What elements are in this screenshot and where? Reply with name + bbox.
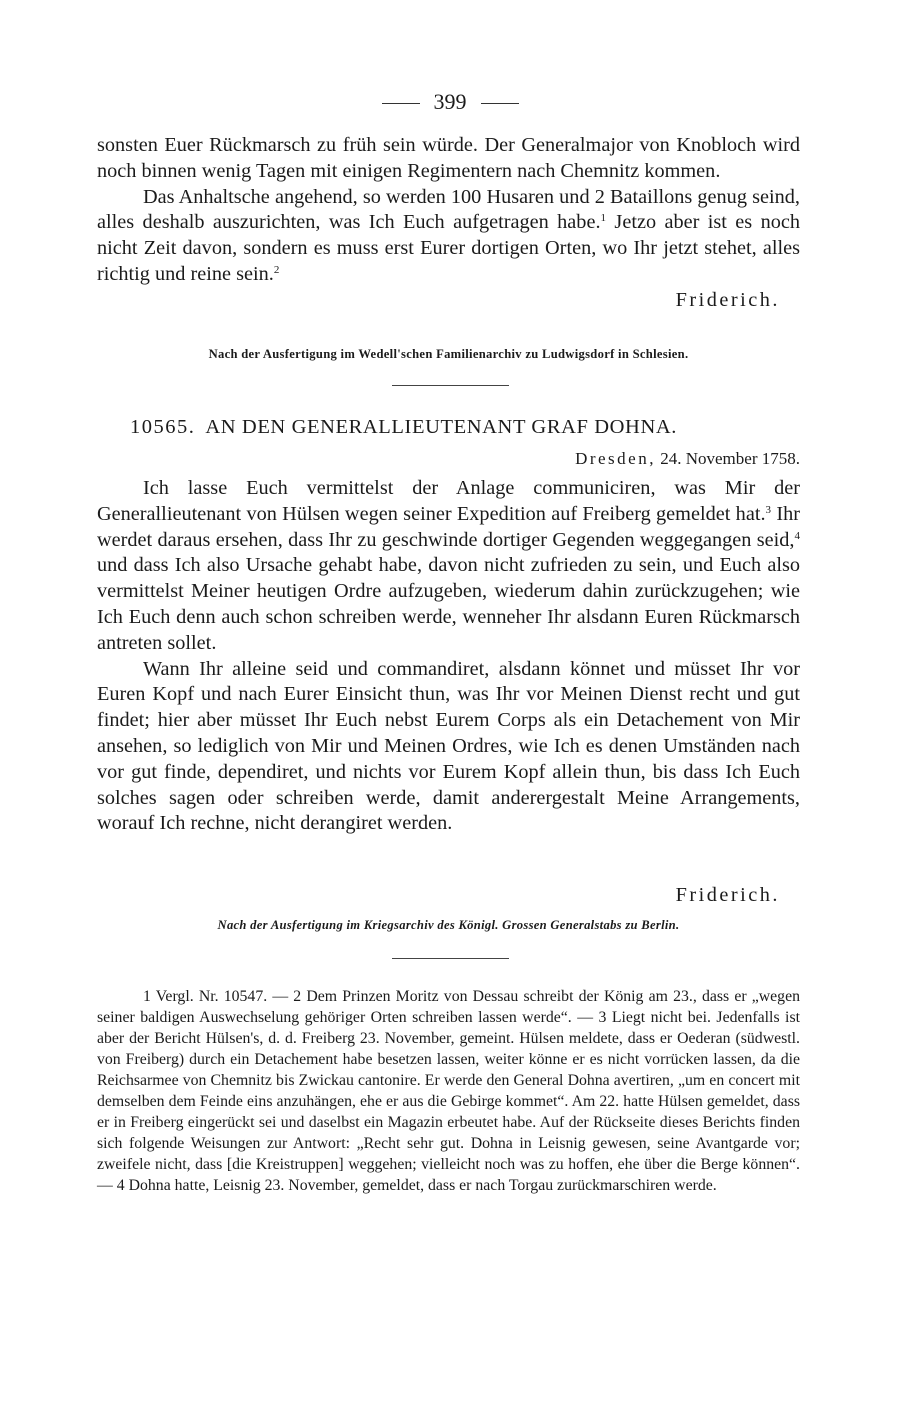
letter-paragraph-2: Wann Ihr alleine seid und commandiret, alsdann könnet und müsset Ihr vor Euren Kopf und nach Eurer Einsicht thun, was Ihr vor Meinen Dienst recht und gut findet; hier aber müsset Ihr Euch nebst Eurem Corps als ein Detachement von Mir ansehen, so lediglich von Mir und Meinen Ordres, wie Ich es denen Umständen nach vor gut finde, dependiret, und nichts vor Eurem Kopf allein thun, bis dass Ich Euch solches sagen oder schreiben werde, damit anderergestalt Meine Arrangements, worauf Ich rechne, nicht derangiret werden. [97, 657, 800, 835]
letter-body [97, 476, 800, 837]
footnote-ref: 1 [600, 212, 607, 225]
letter-paragraph-1 [97, 476, 800, 657]
anhalt-paragraph [97, 185, 800, 288]
footnote-divider [392, 958, 509, 959]
dateline [97, 448, 822, 470]
letter-heading [130, 414, 810, 440]
letter-number: 10565. [130, 416, 196, 438]
date: 24. November 1758. [660, 449, 800, 468]
letter-text-1b: Ihr werdet daraus ersehen, dass Ihr zu geschwinde dortiger Gegenden weggegangen seid, [97, 502, 800, 551]
footnote-ref: 2 [273, 263, 280, 276]
footnotes [97, 986, 800, 1196]
letter-text-1c: und dass Ich also Ursache gehabt habe, davon nicht zufrieden zu sein, und Euch also vermittelst Meiner heutigen Ordre aufzugeben, wiederum dahin zurückzugehen; wie Ich Euch denn auch schon schreiben werde, wenneher Ihr alsdann Euren Rückmarsch antreten sollet. [97, 554, 800, 654]
page-number-dash-right [481, 103, 519, 104]
signature: Friderich. [675, 288, 780, 311]
letter-text-1a: Ich lasse Euch vermittelst der Anlage communiciren, was Mir der Generallieutenant von Hülsen wegen seiner Expedition auf Freiberg gemeldet hat. [97, 477, 800, 525]
date-place: Dresden, [575, 449, 656, 468]
page-number-line [0, 88, 900, 116]
signature-block [97, 883, 800, 909]
source-note-text: Nach der Ausfertigung im Kriegsarchiv des Königl. Grossen Generalstabs zu Berlin. [217, 918, 680, 932]
footnote-ref: 3 [765, 503, 772, 516]
anhalt-text-2: Jetzo aber ist es noch nicht Zeit davon, sondern es muss erst Eurer dortigen Orten, wo Ihr jetzt stehet, alles richtig und reine sein. [97, 211, 800, 285]
letter-continuation [97, 133, 800, 314]
page-number-dash-left [382, 103, 420, 104]
section-divider [392, 385, 509, 386]
footnotes-text: 1 Vergl. Nr. 10547. — 2 Dem Prinzen Moritz von Dessau schreibt der König am 23., dass er „wegen seiner baldigen Auswechselung gehöriger Orten schreiben lassen werde“. — 3 Liegt nicht bei. Jedenfalls ist aber der Bericht Hülsen's, d. d. Freiberg 23. November, gemeint. Hülsen meldete, dass er Oederan (südwestl. von Freiberg) durch ein Detachement habe besetzen lassen, weiter könne er es nicht vorrücken lassen, da die Reichsarmee von Chemnitz bis Zwickau cantonire. Er werde den General Dohna avertiren, „um en concert mit demselben dem Feinde eins anzuhängen, ehe er aus die Gebirge kommet“. Am 22. hatte Hülsen gemeldet, dass er in Freiberg eingerückt sei und daselbst ein Magazin erbeutet habe. Auf der Rückseite dieses Berichts finden sich folgende Weisungen zur Antwort: „Recht sehr gut. Dohna in Leisnig gewesen, seine Avantgarde vor; zweifele nicht, dass [die Kreistruppen] weggehen; vielleicht noch was zu hoffen, ehe über die Berge können“. — 4 Dohna hatte, Leisnig 23. November, gemeldet, dass er nach Torgau zurückmarschiren werde. [97, 988, 800, 1194]
source-note: Nach der Ausfertigung im Wedell'schen Familienarchiv zu Ludwigsdorf in Schlesien. [208, 347, 689, 361]
signature: Friderich. [675, 884, 780, 906]
continuation-paragraph: sonsten Euer Rückmarsch zu früh sein würde. Der Generalmajor von Knobloch wird noch binnen wenig Tagen mit einigen Regimentern nach Chemnitz kommen. [97, 134, 800, 182]
source-note [97, 917, 800, 934]
footnote-ref: 4 [794, 529, 800, 542]
anhalt-text-1: Das Anhaltsche angehend, so werden 100 Husaren und 2 Bataillons genug seind, alles deshalb auszurichten, was Ich Euch aufgetragen habe. [97, 185, 800, 234]
page-number: 399 [433, 89, 467, 114]
letter-title: AN DEN GENERALLIEUTENANT GRAF DOHNA. [205, 416, 677, 438]
